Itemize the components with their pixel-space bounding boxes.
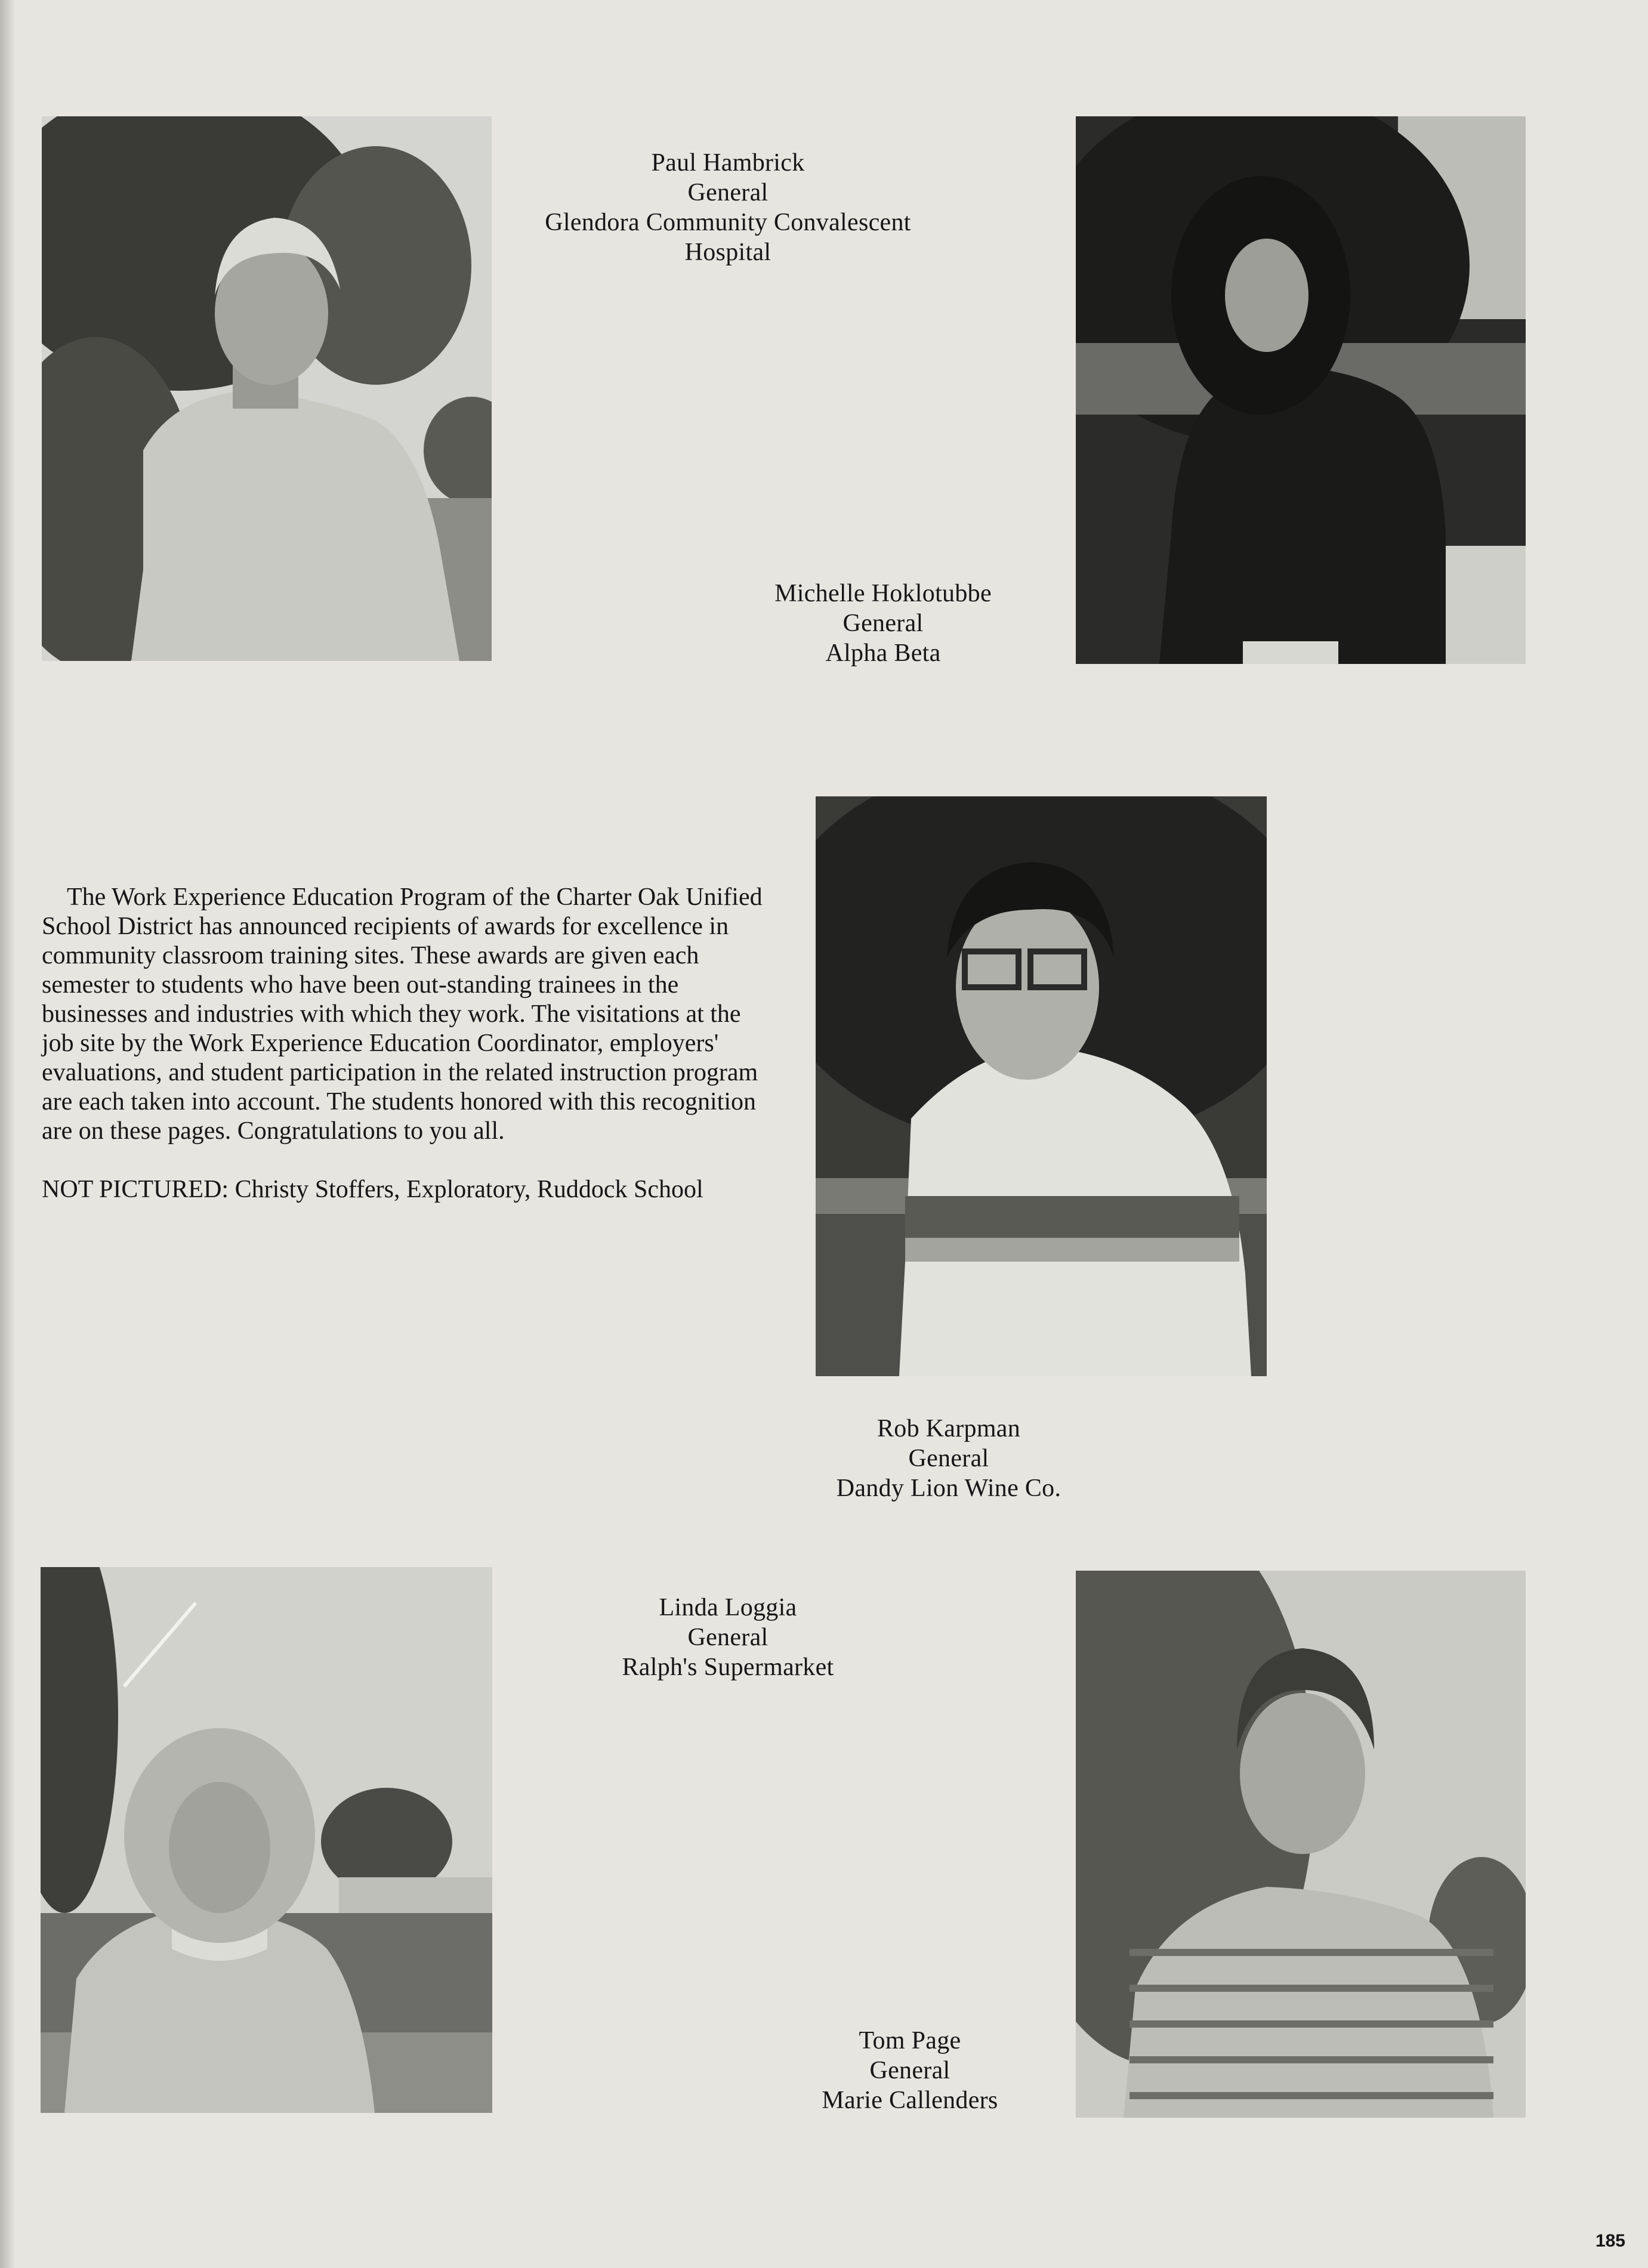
student-program: General: [842, 610, 924, 637]
photo-linda-loggia: [41, 1567, 492, 2113]
student-program: General: [687, 179, 769, 206]
student-name: Linda Loggia: [659, 1594, 797, 1621]
article-paragraph: The Work Experience Education Program of the Charter Oak Unified School District has announced recipients of awards for excellence in community classroom training sites. These awards are given each semester to students who have been out-standing trainees in the businesses and industries with which they work. The visitations at the job site by the Work Experience Education Coordinator, employers' evaluations, and student participation in the related instruction program are each taken into account. The students honored with this recognition are on these pages. Congratulations to you all.: [42, 883, 763, 1145]
photo-tom-page: [1076, 1571, 1526, 2118]
not-pictured-note: NOT PICTURED: Christy Stoffers, Exploratory, Ruddock School: [42, 1176, 703, 1203]
caption-paul-hambrick: [537, 148, 919, 267]
article-text: [42, 883, 776, 1204]
student-employer: Alpha Beta: [825, 639, 941, 667]
caption-rob-karpman: [776, 1414, 1122, 1503]
student-name: Michelle Hoklotubbe: [774, 580, 992, 607]
student-name: Rob Karpman: [877, 1415, 1021, 1442]
student-program: General: [908, 1445, 989, 1472]
student-employer-cont: Hospital: [684, 239, 771, 266]
student-employer: Dandy Lion Wine Co.: [836, 1475, 1061, 1502]
student-program: General: [687, 1624, 769, 1651]
caption-linda-loggia: [537, 1593, 919, 1682]
caption-michelle-hoklotubbe: [734, 579, 1032, 668]
photo-michelle-hoklotubbe: [1076, 116, 1526, 664]
student-employer: Marie Callenders: [822, 2087, 998, 2114]
student-name: Tom Page: [859, 2027, 961, 2054]
caption-tom-page: [776, 2026, 1044, 2115]
photo-paul-hambrick: [42, 116, 492, 661]
student-name: Paul Hambrick: [651, 149, 805, 177]
student-employer: Glendora Community Convalescent: [545, 209, 911, 236]
page-number: 185: [1595, 2231, 1625, 2251]
student-employer: Ralph's Supermarket: [622, 1654, 834, 1681]
photo-rob-karpman: [816, 796, 1267, 1376]
student-program: General: [869, 2057, 950, 2084]
